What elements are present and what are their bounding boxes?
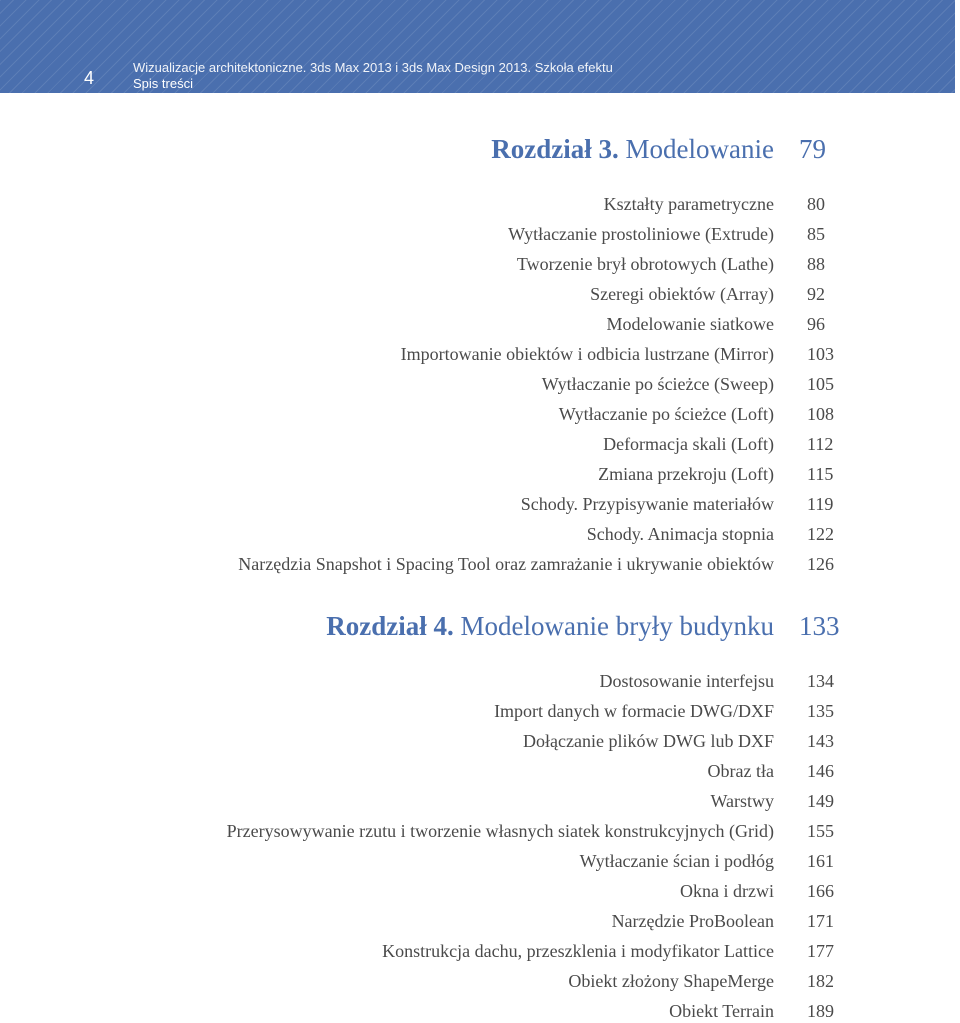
toc-entry[interactable] (0, 699, 960, 723)
toc-entry-title: Obraz tła (707, 761, 774, 781)
book-title: Wizualizacje architektoniczne. 3ds Max 2013 i 3ds Max Design 2013. Szkoła efektu (133, 60, 613, 75)
chapter-name: Modelowanie (618, 134, 774, 164)
toc-entry[interactable] (0, 849, 960, 873)
toc-entry[interactable] (0, 492, 960, 516)
toc-entry[interactable] (0, 432, 960, 456)
toc-entry-title: Deformacja skali (Loft) (603, 434, 774, 454)
toc-entry-title: Schody. Animacja stopnia (586, 524, 774, 544)
toc-entry[interactable] (0, 669, 960, 693)
toc-entry-title: Modelowanie siatkowe (606, 314, 774, 334)
chapter-label: Rozdział 4. (326, 611, 454, 641)
toc-entry-page: 80 (807, 194, 825, 214)
chapter-page-number: 133 (799, 611, 840, 641)
chapter-heading[interactable] (0, 132, 960, 166)
toc-entry[interactable] (0, 522, 960, 546)
toc-entry-title: Importowanie obiektów i odbicia lustrzane (Mirror) (400, 344, 774, 364)
toc-entry-title: Przerysowywanie rzutu i tworzenie własnych siatek konstrukcyjnych (Grid) (226, 821, 774, 841)
toc-entry-title: Tworzenie brył obrotowych (Lathe) (516, 254, 774, 274)
toc-entry-page: 85 (807, 224, 825, 244)
chapter-title (491, 132, 774, 166)
toc-entry[interactable] (0, 252, 960, 276)
page-number: 4 (84, 68, 95, 88)
toc-entry[interactable] (0, 222, 960, 246)
toc-entry[interactable] (0, 192, 960, 216)
toc-entry[interactable] (0, 969, 960, 993)
chapter-label: Rozdział 3. (491, 134, 619, 164)
toc-entry-title: Dostosowanie interfejsu (599, 671, 774, 691)
toc-entry-title: Wytłaczanie prostoliniowe (Extrude) (508, 224, 774, 244)
toc-entry-page: 112 (807, 434, 834, 454)
toc-entry[interactable] (0, 462, 960, 486)
toc-entry[interactable] (0, 819, 960, 843)
toc-entry[interactable] (0, 909, 960, 933)
toc-entry[interactable] (0, 282, 960, 306)
toc-entry-page: 88 (807, 254, 825, 274)
toc-entry-title: Obiekt Terrain (669, 1001, 774, 1021)
toc-entry-page: 115 (807, 464, 834, 484)
toc-entry-page: 108 (807, 404, 834, 424)
toc-entry-title: Schody. Przypisywanie materiałów (520, 494, 774, 514)
section-title: Spis treści (133, 76, 193, 91)
toc-entry-title: Warstwy (710, 791, 774, 811)
toc-entry[interactable] (0, 312, 960, 336)
toc-entry[interactable] (0, 939, 960, 963)
toc-entry-page: 146 (807, 761, 834, 781)
toc-entry-title: Dołączanie plików DWG lub DXF (523, 731, 774, 751)
toc-entry-title: Wytłaczanie ścian i podłóg (579, 851, 774, 871)
toc-entry[interactable] (0, 999, 960, 1023)
toc-entry-title: Import danych w formacie DWG/DXF (494, 701, 774, 721)
toc-entry-title: Szeregi obiektów (Array) (590, 284, 774, 304)
toc-entry-page: 103 (807, 344, 834, 364)
toc-entry[interactable] (0, 402, 960, 426)
toc-entry-page: 182 (807, 971, 834, 991)
toc-entry-title: Okna i drzwi (680, 881, 774, 901)
toc-entry-page: 96 (807, 314, 825, 334)
toc-entry-page: 189 (807, 1001, 834, 1021)
toc-entry-page: 149 (807, 791, 834, 811)
chapter-name: Modelowanie bryły budynku (453, 611, 774, 641)
toc-entry[interactable] (0, 759, 960, 783)
toc-entry-title: Obiekt złożony ShapeMerge (568, 971, 774, 991)
toc-entry-page: 119 (807, 494, 834, 514)
toc-entry-page: 166 (807, 881, 834, 901)
toc-entry-title: Narzędzie ProBoolean (611, 911, 774, 931)
toc-entry-page: 155 (807, 821, 834, 841)
toc-entry-title: Narzędzia Snapshot i Spacing Tool oraz zamrażanie i ukrywanie obiektów (238, 554, 774, 574)
toc-entry-title: Zmiana przekroju (Loft) (598, 464, 774, 484)
toc-entry-page: 122 (807, 524, 834, 544)
toc-entry[interactable] (0, 879, 960, 903)
toc-entry-page: 143 (807, 731, 834, 751)
chapter-heading[interactable] (0, 609, 960, 643)
toc-entry[interactable] (0, 552, 960, 576)
toc-entry-page: 161 (807, 851, 834, 871)
toc-entry-page: 171 (807, 911, 834, 931)
chapter-page-number: 79 (799, 134, 826, 164)
toc-entry[interactable] (0, 372, 960, 396)
toc-entry-page: 126 (807, 554, 834, 574)
toc-entry[interactable] (0, 729, 960, 753)
toc-entry-page: 177 (807, 941, 834, 961)
toc-entry-title: Kształty parametryczne (603, 194, 774, 214)
toc-entry-title: Konstrukcja dachu, przeszklenia i modyfikator Lattice (382, 941, 774, 961)
toc-entry-page: 135 (807, 701, 834, 721)
toc-entry-page: 105 (807, 374, 834, 394)
toc-entry-title: Wytłaczanie po ścieżce (Sweep) (541, 374, 774, 394)
chapter-title (326, 609, 774, 643)
toc-entry-page: 134 (807, 671, 834, 691)
toc-entry-page: 92 (807, 284, 825, 304)
toc-entry[interactable] (0, 789, 960, 813)
toc-entry-title: Wytłaczanie po ścieżce (Loft) (558, 404, 774, 424)
toc-entry[interactable] (0, 342, 960, 366)
